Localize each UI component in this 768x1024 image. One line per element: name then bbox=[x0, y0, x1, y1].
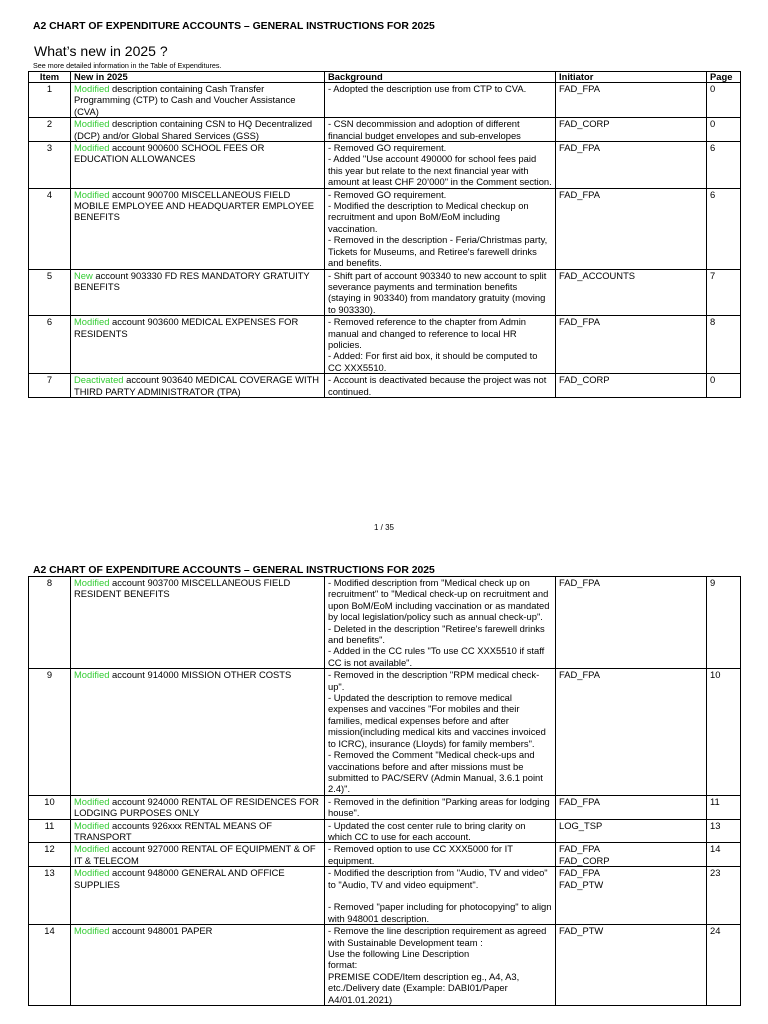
row-initiator bbox=[556, 269, 707, 316]
row-background bbox=[325, 577, 556, 669]
row-background bbox=[325, 843, 556, 867]
row-page: 23 bbox=[707, 867, 741, 925]
table-row bbox=[29, 843, 741, 867]
row-page: 6 bbox=[707, 142, 741, 189]
background-line: - Modified description from "Medical check up on recruitment" to "Medical check-up on recruitment and upon BoM/EoM including vaccination or as mandated by local legislation/policy such as annual check-up". bbox=[328, 577, 550, 623]
background-line: - Deleted in the description "Retiree's farewell drinks and benefits". bbox=[328, 622, 545, 646]
initiator-line: FAD_FPA bbox=[559, 316, 600, 328]
change-tag: Modified bbox=[74, 118, 110, 130]
header-background: Background bbox=[325, 72, 556, 83]
row-new-item bbox=[71, 316, 325, 374]
header-item: Item bbox=[29, 72, 71, 83]
changes-table bbox=[28, 71, 741, 398]
row-new-item bbox=[71, 83, 325, 118]
background-line: - Account is deactivated because the project was not continued. bbox=[328, 374, 547, 397]
row-initiator bbox=[556, 374, 707, 398]
row-initiator bbox=[556, 925, 707, 1006]
background-line: - Removed in the description "RPM medical check-up". bbox=[328, 669, 540, 692]
page-number: 1 / 35 bbox=[373, 523, 394, 532]
table-row bbox=[29, 795, 741, 819]
row-background bbox=[325, 925, 556, 1006]
background-line: - Updated the description to remove medical expenses and vaccines "For mobiles and their families, medical expenses before and after mission(including medical kits and vaccines invoiced to ICRC), insurance (Lloyds) for family members". bbox=[328, 692, 546, 749]
row-page: 0 bbox=[707, 83, 741, 118]
background-line: - Added in the CC rules "To use CC XXX5510 if staff CC is not available". bbox=[328, 645, 545, 668]
document-title: A2 CHART OF EXPENDITURE ACCOUNTS – GENERAL INSTRUCTIONS FOR 2025 bbox=[33, 565, 435, 576]
row-page: 11 bbox=[707, 795, 741, 819]
document-page-2 bbox=[0, 560, 768, 1024]
change-tag: New bbox=[74, 269, 93, 281]
row-background bbox=[325, 795, 556, 819]
table-row bbox=[29, 925, 741, 1006]
table-row bbox=[29, 83, 741, 118]
row-new-item bbox=[71, 577, 325, 669]
background-line: Use the following Line Description bbox=[328, 948, 470, 959]
table-row bbox=[29, 188, 741, 269]
row-item-number: 13 bbox=[29, 867, 71, 925]
change-text: account 927000 RENTAL OF EQUIPMENT & OF IT & TELECOM bbox=[74, 843, 316, 866]
initiator-line: FAD_FPA bbox=[559, 795, 600, 807]
table-row bbox=[29, 142, 741, 189]
table-row bbox=[29, 269, 741, 316]
change-text: account 900700 MISCELLANEOUS FIELD MOBILE EMPLOYEE AND HEADQUARTER EMPLOYEE BENEFITS bbox=[74, 188, 314, 223]
change-tag: Modified bbox=[74, 925, 110, 937]
initiator-line: FAD_FPA bbox=[559, 669, 600, 681]
change-tag: Modified bbox=[74, 819, 110, 831]
changes-table-continued bbox=[28, 576, 741, 1006]
header-new: New in 2025 bbox=[71, 72, 325, 83]
change-text: accounts 926xxx RENTAL MEANS OF TRANSPORT bbox=[74, 819, 272, 842]
header-page: Page bbox=[707, 72, 741, 83]
row-background bbox=[325, 374, 556, 398]
row-initiator bbox=[556, 843, 707, 867]
change-text: account 903640 MEDICAL COVERAGE WITH THIRD PARTY ADMINISTRATOR (TPA) bbox=[74, 374, 320, 397]
row-page: 14 bbox=[707, 843, 741, 867]
table-row bbox=[29, 867, 741, 925]
change-tag: Modified bbox=[74, 867, 110, 879]
row-new-item bbox=[71, 819, 325, 843]
row-item-number: 11 bbox=[29, 819, 71, 843]
background-line bbox=[328, 890, 552, 901]
background-line: - Added "Use account 490000 for school fees paid this year but relate to the next financial year with amount at least CHF 20’000" in the Comment section. bbox=[328, 153, 552, 188]
row-page: 0 bbox=[707, 374, 741, 398]
initiator-line: FAD_FPA bbox=[559, 843, 600, 855]
row-item-number: 14 bbox=[29, 925, 71, 1006]
background-line: PREMISE CODE/Item description eg., A4, A3, etc./Delivery date (Example: DABI01/Paper A4/01.01.2021) bbox=[328, 970, 520, 1005]
background-line: - CSN decommission and adoption of different financial budget envelopes and sub-envelopes bbox=[328, 118, 521, 141]
initiator-line: FAD_CORP bbox=[559, 118, 610, 130]
background-line: - Modified the description to Medical checkup on recruitment and upon BoM/EoM including vaccination. bbox=[328, 200, 529, 234]
change-tag: Modified bbox=[74, 843, 110, 855]
initiator-line: FAD_PTW bbox=[559, 878, 604, 890]
change-text: account 903330 FD RES MANDATORY GRATUITY BENEFITS bbox=[74, 269, 310, 292]
row-background bbox=[325, 83, 556, 118]
header-initiator: Initiator bbox=[556, 72, 707, 83]
background-line: - Removed the Comment "Medical check-ups and vaccinations before and after missions must be submitted to PAC/SERV (Admin Manual, 3.6.1 point 2.4)". bbox=[328, 749, 543, 795]
table-header-row bbox=[29, 72, 741, 83]
row-initiator bbox=[556, 316, 707, 374]
row-item-number: 5 bbox=[29, 269, 71, 316]
initiator-line: FAD_FPA bbox=[559, 577, 600, 588]
initiator-line: FAD_FPA bbox=[559, 867, 600, 879]
change-tag: Modified bbox=[74, 577, 110, 588]
row-new-item bbox=[71, 867, 325, 925]
row-background bbox=[325, 188, 556, 269]
row-new-item bbox=[71, 669, 325, 795]
change-tag: Modified bbox=[74, 188, 110, 200]
change-text: account 900600 SCHOOL FEES OR EDUCATION ALLOWANCES bbox=[74, 142, 265, 165]
change-text: account 903600 MEDICAL EXPENSES FOR RESIDENTS bbox=[74, 316, 299, 339]
initiator-line: LOG_TSP bbox=[559, 819, 603, 831]
background-line: - Removed in the description - Feria/Christmas party, Tickets for Museums, and Retiree's farewell drinks and benefits. bbox=[328, 234, 548, 269]
row-background bbox=[325, 269, 556, 316]
row-initiator bbox=[556, 142, 707, 189]
initiator-line: FAD_FPA bbox=[559, 142, 600, 154]
initiator-line: FAD_ACCOUNTS bbox=[559, 269, 636, 281]
row-new-item bbox=[71, 795, 325, 819]
row-background bbox=[325, 867, 556, 925]
row-initiator bbox=[556, 188, 707, 269]
change-tag: Modified bbox=[74, 316, 110, 328]
row-new-item bbox=[71, 925, 325, 1006]
background-line: - Removed GO requirement. bbox=[328, 188, 447, 200]
row-page: 13 bbox=[707, 819, 741, 843]
change-text: account 903700 MISCELLANEOUS FIELD RESIDENT BENEFITS bbox=[74, 577, 291, 600]
table-row bbox=[29, 118, 741, 142]
initiator-line: FAD_CORP bbox=[559, 374, 610, 386]
row-initiator bbox=[556, 819, 707, 843]
row-page: 10 bbox=[707, 669, 741, 795]
background-line: - Removed option to use CC XXX5000 for IT equipment. bbox=[328, 843, 513, 866]
row-page: 0 bbox=[707, 118, 741, 142]
background-line: - Modified the description from "Audio, TV and video" to "Audio, TV and video equipment". bbox=[328, 867, 548, 890]
table-row bbox=[29, 374, 741, 398]
initiator-line: FAD_FPA bbox=[559, 83, 600, 94]
row-item-number: 9 bbox=[29, 669, 71, 795]
row-background bbox=[325, 316, 556, 374]
row-item-number: 3 bbox=[29, 142, 71, 189]
row-background bbox=[325, 669, 556, 795]
row-new-item bbox=[71, 188, 325, 269]
row-item-number: 1 bbox=[29, 83, 71, 118]
row-page: 6 bbox=[707, 188, 741, 269]
background-line: - Removed "paper including for photocopying" to align with 948001 description. bbox=[328, 901, 552, 924]
row-item-number: 2 bbox=[29, 118, 71, 142]
table-row bbox=[29, 577, 741, 669]
change-text: account 924000 RENTAL OF RESIDENCES FOR LODGING PURPOSES ONLY bbox=[74, 795, 319, 819]
change-text: account 914000 MISSION OTHER COSTS bbox=[109, 669, 292, 681]
background-line: - Remove the line description requirement as agreed with Sustainable Development team : bbox=[328, 925, 547, 948]
row-item-number: 6 bbox=[29, 316, 71, 374]
background-line: format: bbox=[328, 959, 358, 971]
background-line: - Removed in the definition "Parking areas for lodging house". bbox=[328, 795, 550, 819]
table-row bbox=[29, 316, 741, 374]
change-tag: Deactivated bbox=[74, 374, 124, 386]
row-new-item bbox=[71, 142, 325, 189]
change-text: account 948000 GENERAL AND OFFICE SUPPLIES bbox=[74, 867, 285, 890]
row-item-number: 10 bbox=[29, 795, 71, 819]
initiator-line: FAD_PTW bbox=[559, 925, 604, 937]
change-tag: Modified bbox=[74, 795, 110, 807]
background-line: - Removed GO requirement. bbox=[328, 142, 447, 154]
row-background bbox=[325, 118, 556, 142]
background-line: - Shift part of account 903340 to new account to split severance payments and termination benefits (staying in 903340) from mandatory gratuity (moving to 903330). bbox=[328, 269, 547, 315]
row-new-item bbox=[71, 374, 325, 398]
whats-new-heading: What’s new in 2025 ? bbox=[34, 43, 168, 59]
row-new-item bbox=[71, 118, 325, 142]
background-line: - Adopted the description use from CTP to CVA. bbox=[328, 83, 527, 94]
initiator-line: FAD_CORP bbox=[559, 854, 610, 866]
table-row bbox=[29, 669, 741, 795]
row-initiator bbox=[556, 83, 707, 118]
row-item-number: 4 bbox=[29, 188, 71, 269]
row-background bbox=[325, 142, 556, 189]
row-item-number: 7 bbox=[29, 374, 71, 398]
change-tag: Modified bbox=[74, 83, 110, 94]
row-initiator bbox=[556, 795, 707, 819]
change-tag: Modified bbox=[74, 142, 110, 154]
row-page: 24 bbox=[707, 925, 741, 1006]
background-line: - Updated the cost center rule to bring clarity on which CC to use for each account. bbox=[328, 819, 526, 842]
change-text: description containing Cash Transfer Programming (CTP) to Cash and Voucher Assistance (CVA) bbox=[74, 83, 296, 117]
initiator-line: FAD_FPA bbox=[559, 188, 600, 200]
background-line: - Removed reference to the chapter from Admin manual and changed to reference to local HR policies. bbox=[328, 316, 527, 350]
row-initiator bbox=[556, 118, 707, 142]
change-tag: Modified bbox=[74, 669, 110, 681]
background-line: - Added: For first aid box, it should be computed to CC XXX5510. bbox=[328, 350, 538, 373]
row-page: 9 bbox=[707, 577, 741, 669]
see-more-note: See more detailed information in the Table of Expenditures. bbox=[33, 61, 222, 70]
change-text: account 948001 PAPER bbox=[109, 925, 213, 937]
table-row bbox=[29, 819, 741, 843]
row-item-number: 8 bbox=[29, 577, 71, 669]
row-background bbox=[325, 819, 556, 843]
row-new-item bbox=[71, 269, 325, 316]
row-initiator bbox=[556, 577, 707, 669]
row-initiator bbox=[556, 867, 707, 925]
change-text: description containing CSN to HQ Decentralized (DCP) and/or Global Shared Services (GSS) bbox=[74, 118, 313, 141]
document-title: A2 CHART OF EXPENDITURE ACCOUNTS – GENERAL INSTRUCTIONS FOR 2025 bbox=[33, 21, 435, 32]
row-page: 7 bbox=[707, 269, 741, 316]
row-initiator bbox=[556, 669, 707, 795]
row-item-number: 12 bbox=[29, 843, 71, 867]
row-page: 8 bbox=[707, 316, 741, 374]
row-new-item bbox=[71, 843, 325, 867]
